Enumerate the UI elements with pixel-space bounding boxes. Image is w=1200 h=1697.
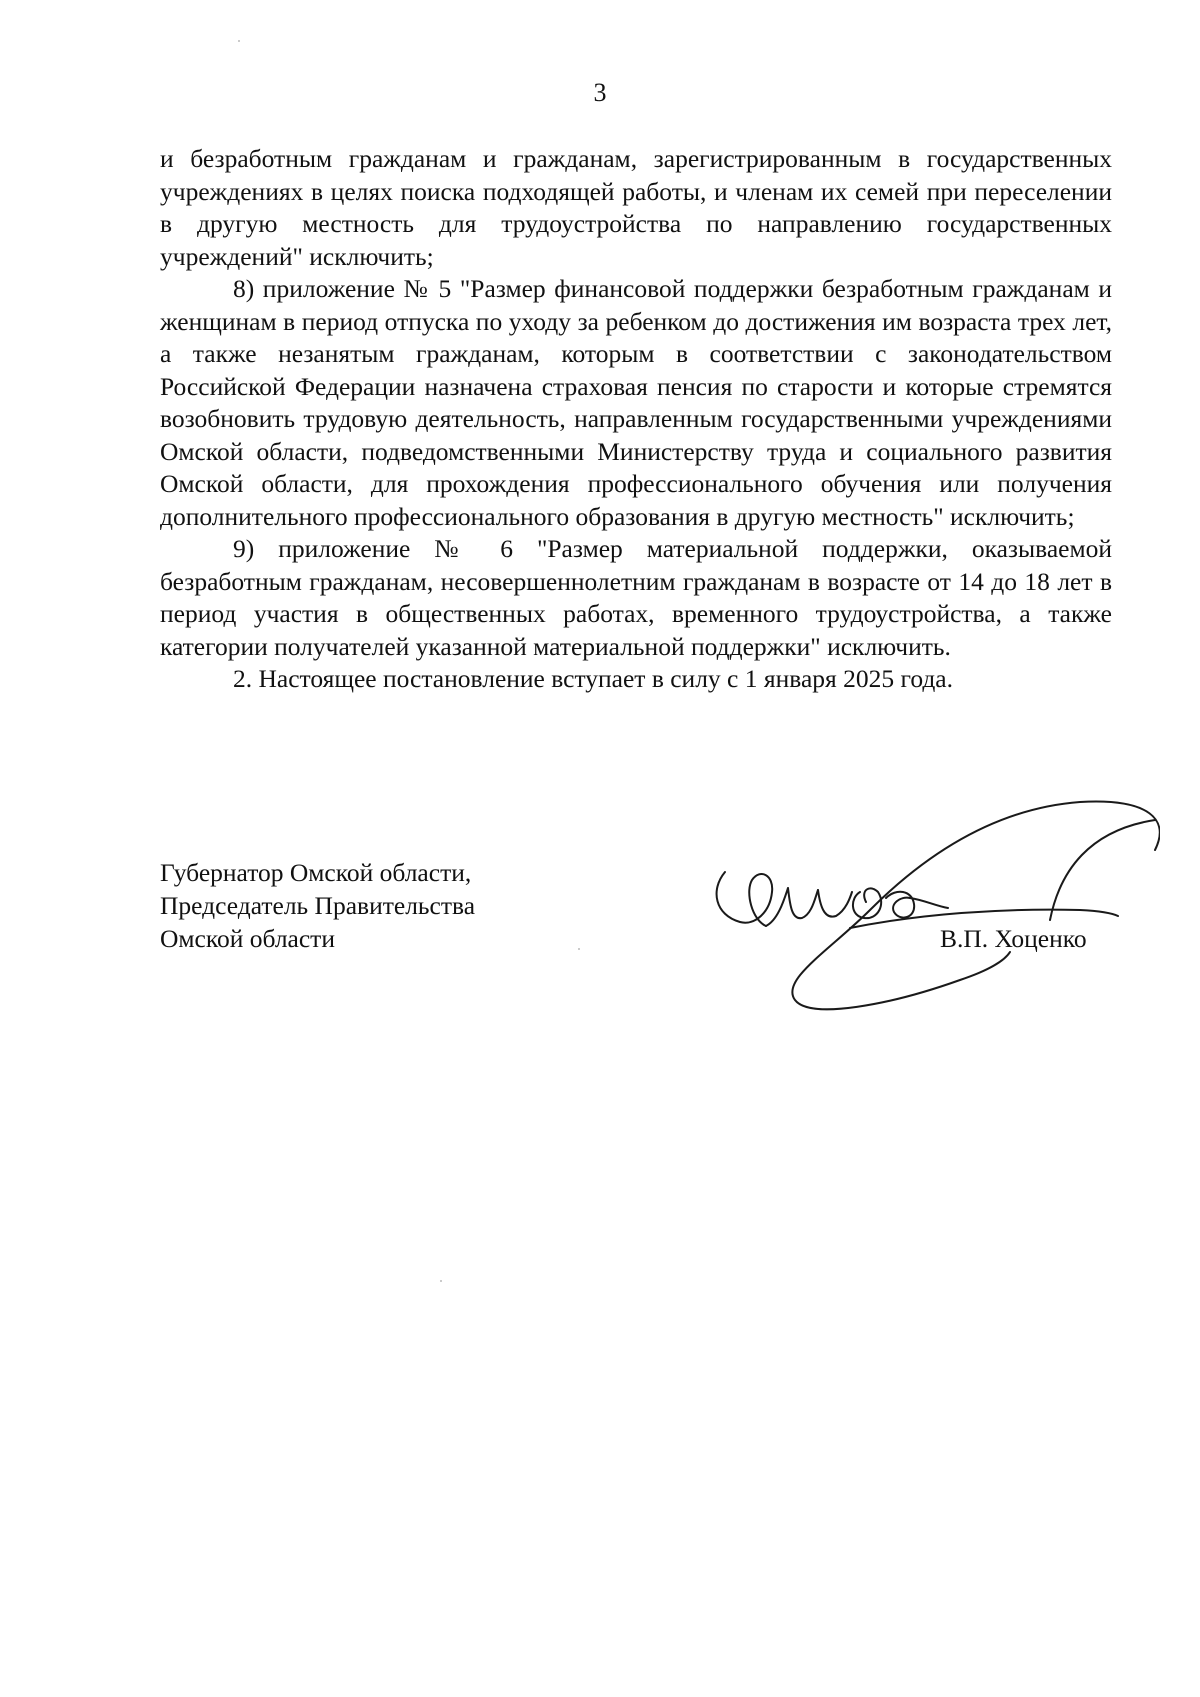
signatory-title-line-2: Председатель Правительства (160, 891, 476, 920)
handwritten-signature (700, 780, 1160, 1020)
scan-speck (238, 40, 240, 42)
paragraph-item-8: 8) приложение № 5 "Размер финансовой поддержки безработным гражданам и женщинам в период отпуска по уходу за ребенком до достижения им возраста трех лет, а также незанятым гражданам, которым в соответствии с законодательством Российской Федерации назначена страховая пенсия по старости и которые стремятся возобновить трудовую деятельность, направленным государственными учреждениями Омской области, подведомственными Министерству труда и социального развития Омской области, для прохождения профессионального обучения или получения дополнительного профессионального образования в другую местность" исключить; (160, 274, 1112, 531)
scan-speck (440, 1280, 442, 1282)
paragraph-continuation: и безработным гражданам и гражданам, зарегистрированным в государственных учреждениях в целях поиска подходящей работы, и членам их семей при переселении в другую местность для трудоустройства по направлению государственных учреждений" исключить; (160, 144, 1112, 271)
scan-speck (578, 948, 580, 950)
document-body (160, 143, 1112, 696)
signatory-title-line-3: Омской области (160, 924, 335, 953)
paragraph-clause-2: 2. Настоящее постановление вступает в силу с 1 января 2025 года. (233, 664, 954, 693)
signatory-title-line-1: Губернатор Омской области, (160, 858, 472, 887)
signer-name: В.П. Хоценко (940, 924, 1087, 953)
page-number: 3 (593, 78, 607, 107)
signatory-title-block (160, 856, 475, 955)
paragraph-item-9: 9) приложение № 6 "Размер материальной поддержки, оказываемой безработным гражданам, несовершеннолетним гражданам в возрасте от 14 до 18 лет в период участия в общественных работах, временного трудоустройства, а также категории получателей указанной материальной поддержки" исключить. (160, 534, 1112, 661)
